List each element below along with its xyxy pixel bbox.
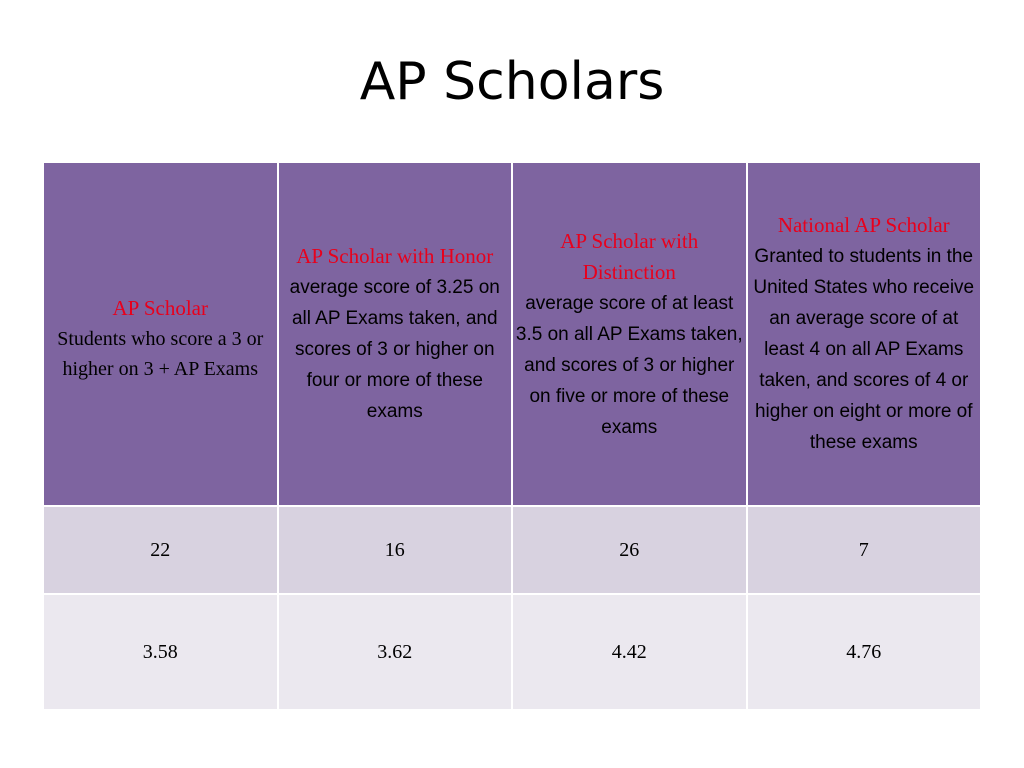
table-cell: 3.58 — [43, 594, 278, 710]
header-title: AP Scholar — [112, 295, 208, 320]
table-cell: 3.62 — [278, 594, 513, 710]
table-cell: 22 — [43, 506, 278, 594]
header-cell-ap-scholar — [43, 162, 278, 506]
table-row — [43, 506, 981, 594]
table-cell: 4.76 — [747, 594, 982, 710]
header-description: Granted to students in the United States who receive an average score of at least 4 on all AP Exams taken, and scores of 4 or higher on eight or more of these exams — [753, 246, 975, 453]
header-description: average score of 3.25 on all AP Exams taken, and scores of 3 or higher on four or more of these exams — [289, 277, 500, 422]
header-cell-national-ap-scholar — [747, 162, 982, 506]
table-cell: 16 — [278, 506, 513, 594]
table-cell: 4.42 — [512, 594, 747, 710]
header-title: National AP Scholar — [777, 213, 950, 237]
header-title: AP Scholar with Distinction — [560, 228, 699, 284]
table-header-row — [43, 162, 981, 506]
header-cell-ap-scholar-with-honor — [278, 162, 513, 506]
table-cell: 7 — [747, 506, 982, 594]
ap-scholars-table — [42, 161, 982, 711]
table-row — [43, 594, 981, 710]
header-cell-ap-scholar-with-distinction — [512, 162, 747, 506]
slide-title: AP Scholars — [359, 52, 665, 112]
table-cell: 26 — [512, 506, 747, 594]
header-description: Students who score a 3 or higher on 3 + AP Exams — [57, 327, 264, 380]
header-description: average score of at least 3.5 on all AP Exams taken, and scores of 3 or higher on five or more of these exams — [515, 292, 743, 438]
header-title: AP Scholar with Honor — [296, 244, 494, 268]
